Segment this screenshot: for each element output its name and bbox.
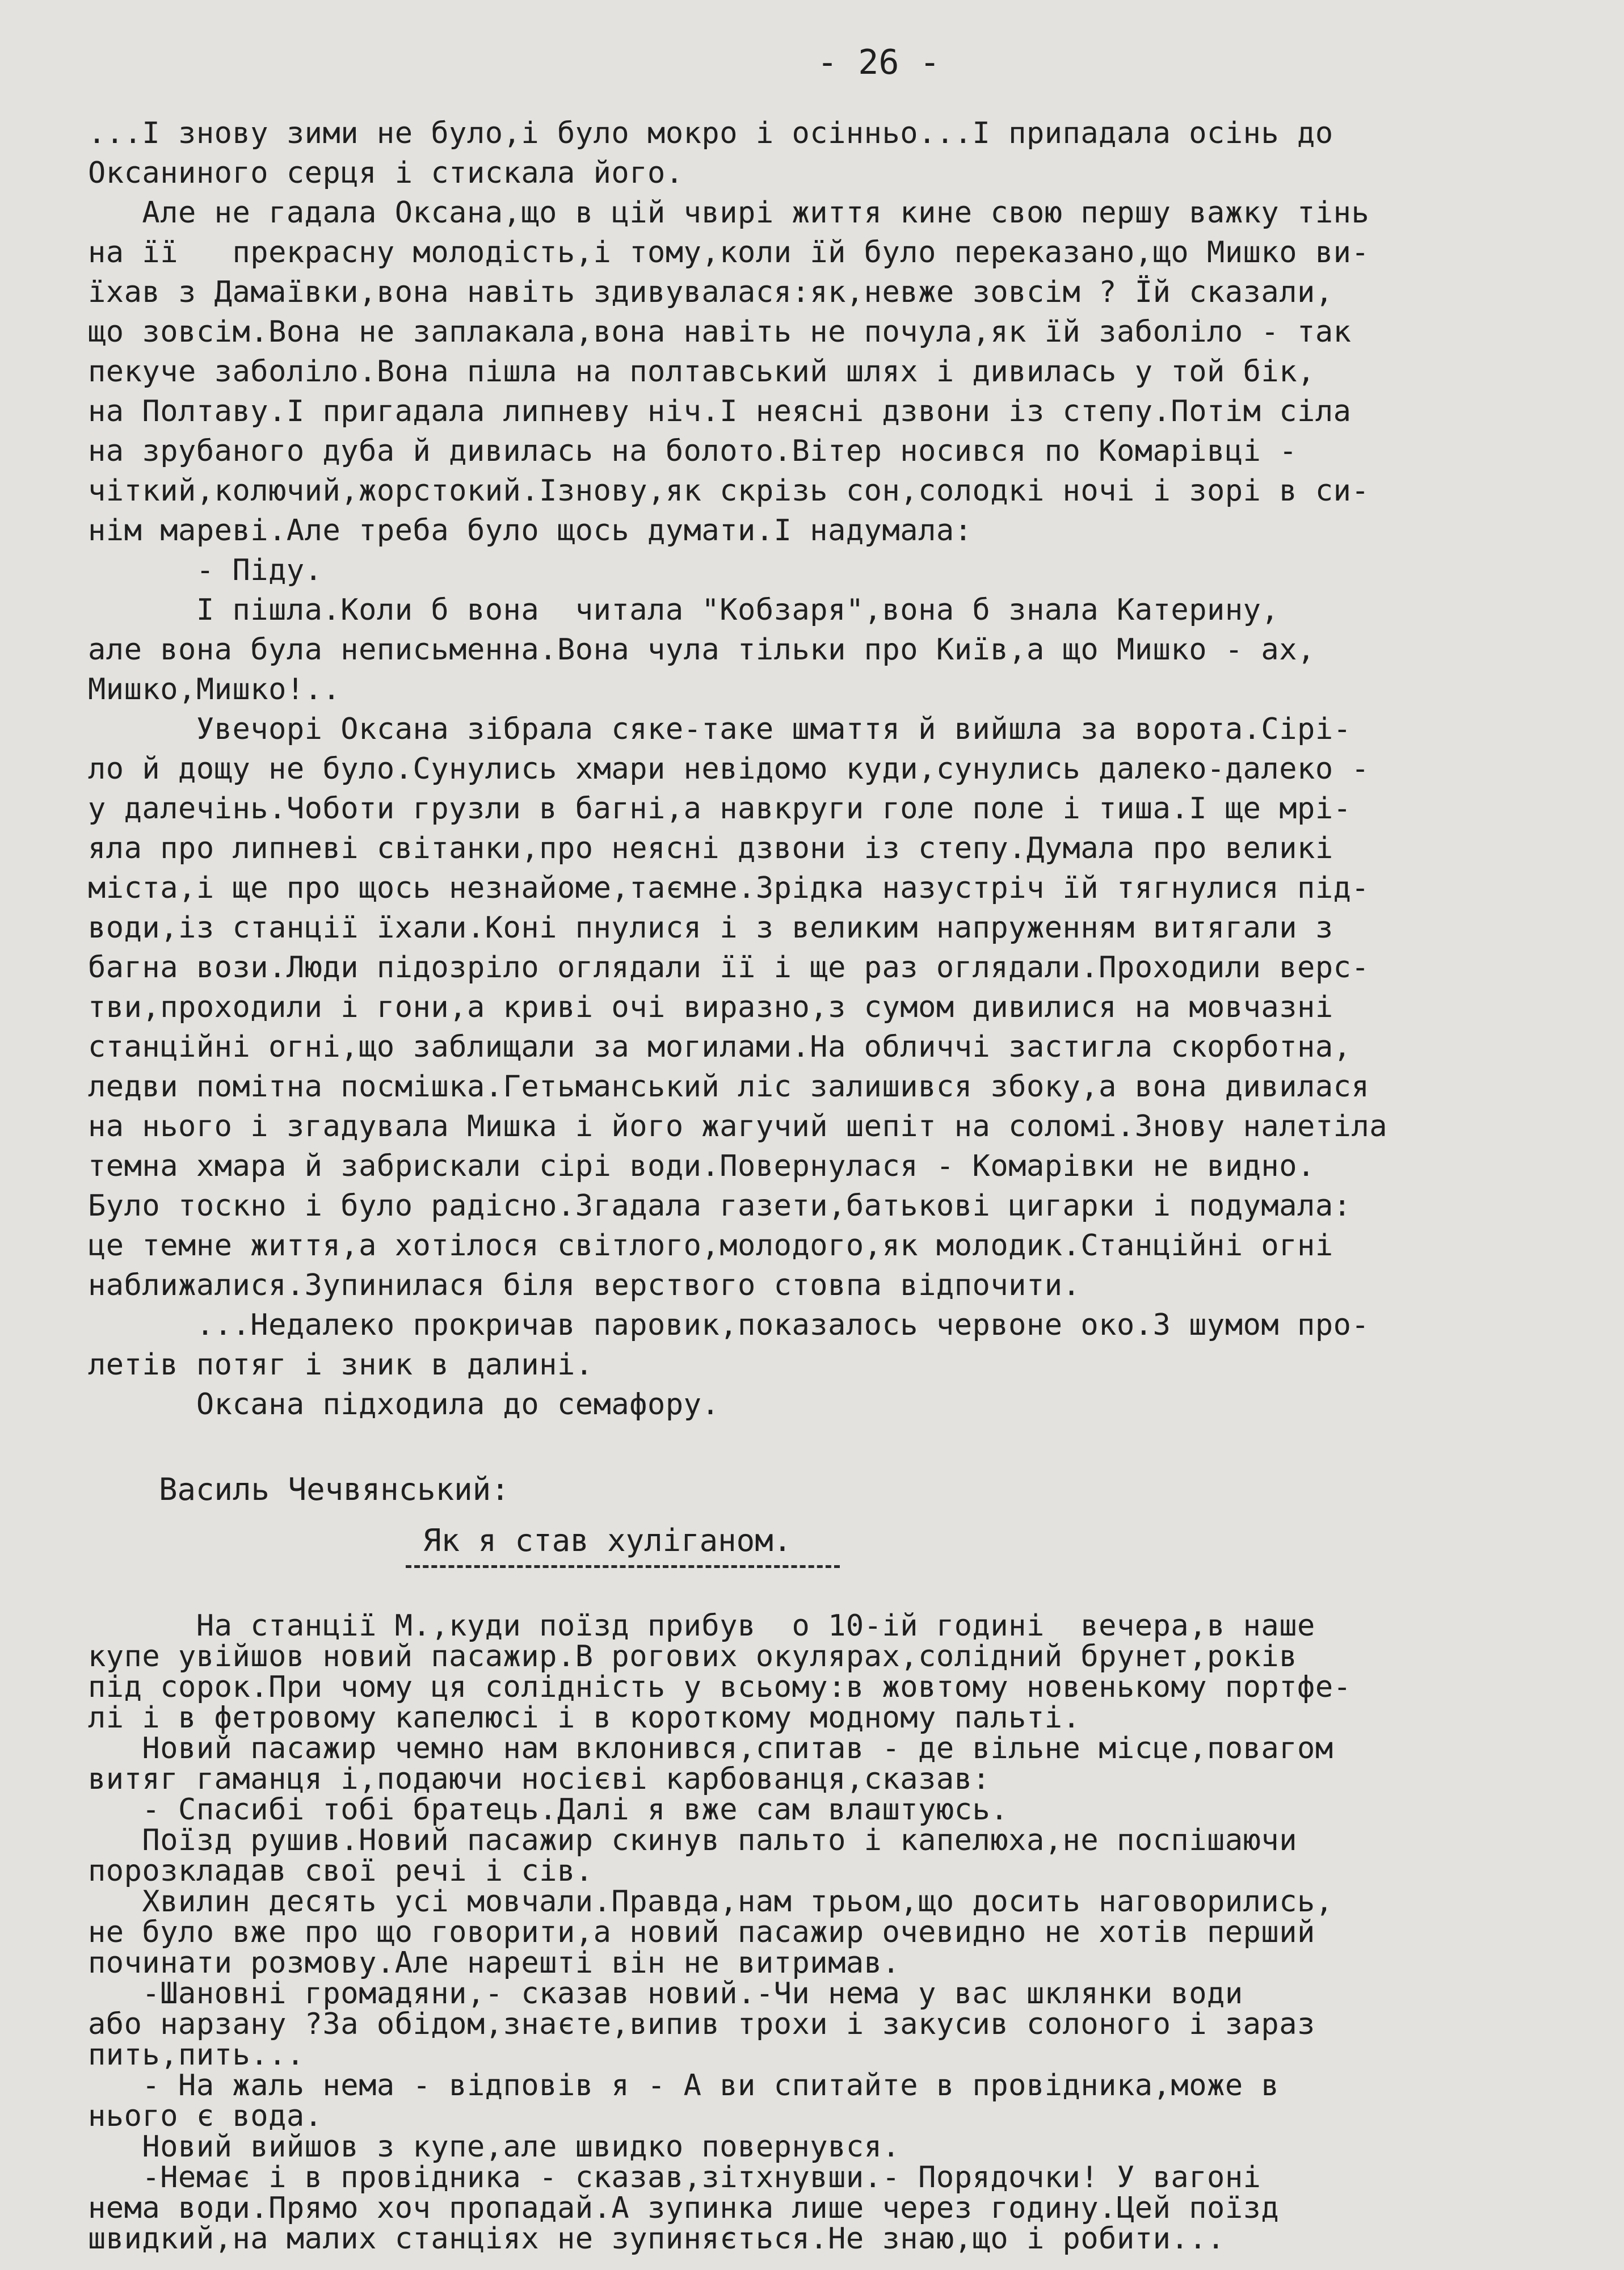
text-line: на зрубаного дуба й дивилась на болото.Вітер носився по Комарівці -: [88, 434, 1298, 468]
text-line: їхав з Дамаївки,вона навіть здивувалася:як,невже зовсім ? Їй сказали,: [88, 275, 1333, 309]
text-line: ло й дощу не було.Сунулись хмари невідомо куди,сунулись далеко-далеко -: [88, 752, 1370, 786]
text-line: - Спасибі тобі братець.Далі я вже сам влаштуюсь.: [88, 1793, 1009, 1827]
text-line: у далечінь.Чоботи грузли в багні,а навкруги голе поле і тиша.І ще мрі-: [88, 792, 1352, 826]
text-line: - Піду.: [88, 553, 323, 587]
text-line: І пішла.Коли б вона читала "Кобзаря",вона б знала Катерину,: [88, 593, 1280, 627]
text-line: -Шановні громадяни,- сказав новий.-Чи нема у вас шклянки води: [88, 1977, 1243, 2011]
text-line: ледви помітна посмішка.Гетьманський ліс залишився збоку,а вона дивилася: [88, 1070, 1370, 1104]
text-line: води,із станції їхали.Коні пнулися і з великим напруженням витягали з: [88, 911, 1333, 945]
text-line: На станції М.,куди поїзд прибув о 10-ій годині вечера,в наше: [88, 1609, 1315, 1643]
text-line: Новий вийшов з купе,але швидко повернувся.: [88, 2130, 901, 2164]
text-line: під сорок.При чому ця солідність у всьому:в жовтому новенькому портфе-: [88, 1670, 1352, 1704]
text-line: Увечорі Оксана зібрала сяке-таке шмаття й вийшла за ворота.Сірі-: [88, 712, 1352, 746]
text-line: Було тоскно і було радісно.Згадала газети,батькові цигарки і подумала:: [88, 1189, 1352, 1223]
text-line: або нарзану ?За обідом,знаєте,випив трохи і закусив солоного і зараз: [88, 2007, 1315, 2041]
text-line: летів потяг і зник в далині.: [88, 1348, 594, 1382]
text-line: лі і в фетровому капелюсі і в короткому модному пальті.: [88, 1701, 1081, 1735]
text-line: нім мареві.Але треба було щось думати.І надумала:: [88, 514, 973, 548]
text-line: ...І знову зими не було,і було мокро і осінньо...І припадала осінь до: [88, 116, 1333, 150]
text-line: пить,пить...: [88, 2038, 305, 2072]
author-name: Василь Чечвянський:: [159, 1472, 510, 1507]
text-line: пекуче заболіло.Вона пішла на полтавський шлях і дивилась у той бік,: [88, 355, 1315, 389]
text-line: Оксана підходила до семафору.: [88, 1388, 720, 1422]
text-line: на її прекрасну молодість,і тому,коли їй було переказано,що Мишко ви-: [88, 236, 1370, 270]
text-line: порозкладав свої речі і сів.: [88, 1854, 594, 1888]
text-line: Але не гадала Оксана,що в цій чвирі життя кине свою першу важку тінь: [88, 196, 1370, 230]
text-line: нього є вода.: [88, 2099, 323, 2133]
text-line: темна хмара й забрискали сірі води.Повернулася - Комарівки не видно.: [88, 1149, 1315, 1183]
text-line: витяг гаманця і,подаючи носієві карбованця,сказав:: [88, 1762, 991, 1796]
text-line: купе увійшов новий пасажир.В рогових окулярах,солідний брунет,років: [88, 1640, 1298, 1674]
text-line: швидкий,на малих станціях не зупиняється.Не знаю,що і робити...: [88, 2222, 1225, 2256]
text-line: не було вже про що говорити,а новий пасажир очевидно не хотів перший: [88, 1915, 1315, 1949]
text-line: Мишко,Мишко!..: [88, 672, 341, 707]
text-line: на нього і згадувала Мишка і його жагучий шепіт на соломі.Знову налетіла: [88, 1109, 1388, 1144]
text-line: Новий пасажир чемно нам вклонився,спитав - де вільне місце,повагом: [88, 1731, 1333, 1765]
text-line: на Полтаву.І пригадала липневу ніч.І неясні дзвони із степу.Потім сіла: [88, 394, 1352, 428]
text-line: але вона була неписьменна.Вона чула тільки про Київ,а що Мишко - ах,: [88, 633, 1315, 667]
text-line: ...Недалеко прокричав паровик,показалось червоне око.З шумом про-: [88, 1308, 1370, 1342]
text-line: тви,проходили і гони,а криві очі виразно,з сумом дивилися на мовчазні: [88, 990, 1333, 1024]
text-line: Поїзд рушив.Новий пасажир скинув пальто і капелюха,не поспішаючи: [88, 1823, 1298, 1857]
text-line: нема води.Прямо хоч пропадай.А зупинка лише через годину.Цей поїзд: [88, 2191, 1280, 2225]
text-line: це темне життя,а хотілося світлого,молодого,як молодик.Станційні огні: [88, 1229, 1333, 1263]
text-line: - На жаль нема - відповів я - А ви спитайте в провідника,може в: [88, 2069, 1280, 2103]
title-underline: [406, 1565, 840, 1568]
text-line: що зовсім.Вона не заплакала,вона навіть не почула,як їй заболіло - так: [88, 315, 1352, 349]
text-line: яла про липневі світанки,про неясні дзвони із степу.Думала про великі: [88, 831, 1333, 865]
text-line: станційні огні,що заблищали за могилами.На обличчі застигла скорботна,: [88, 1030, 1352, 1064]
text-line: починати розмову.Але нарешті він не витримав.: [88, 1946, 901, 1980]
text-line: Оксаниного серця і стискала його.: [88, 156, 684, 190]
text-line: наближалися.Зупинилася біля верствого стовпа відпочити.: [88, 1268, 1081, 1302]
text-line: багна вози.Люди підозріло оглядали її і ще раз оглядали.Проходили верс-: [88, 951, 1370, 985]
text-line: -Немає і в провідника - сказав,зітхнувши.- Порядочки! У вагоні: [88, 2160, 1261, 2195]
text-line: чіткий,колючий,жорстокий.Ізнову,як скрізь сон,солодкі ночі і зорі в си-: [88, 474, 1370, 508]
text-line: міста,і ще про щось незнайоме,таємне.Зрідка назустріч їй тягнулися під-: [88, 871, 1370, 905]
story-title: Як я став хуліганом.: [423, 1523, 792, 1558]
page-number: - 26 -: [817, 43, 940, 82]
text-line: Хвилин десять усі мовчали.Правда,нам трьом,що досить наговорились,: [88, 1885, 1333, 1919]
